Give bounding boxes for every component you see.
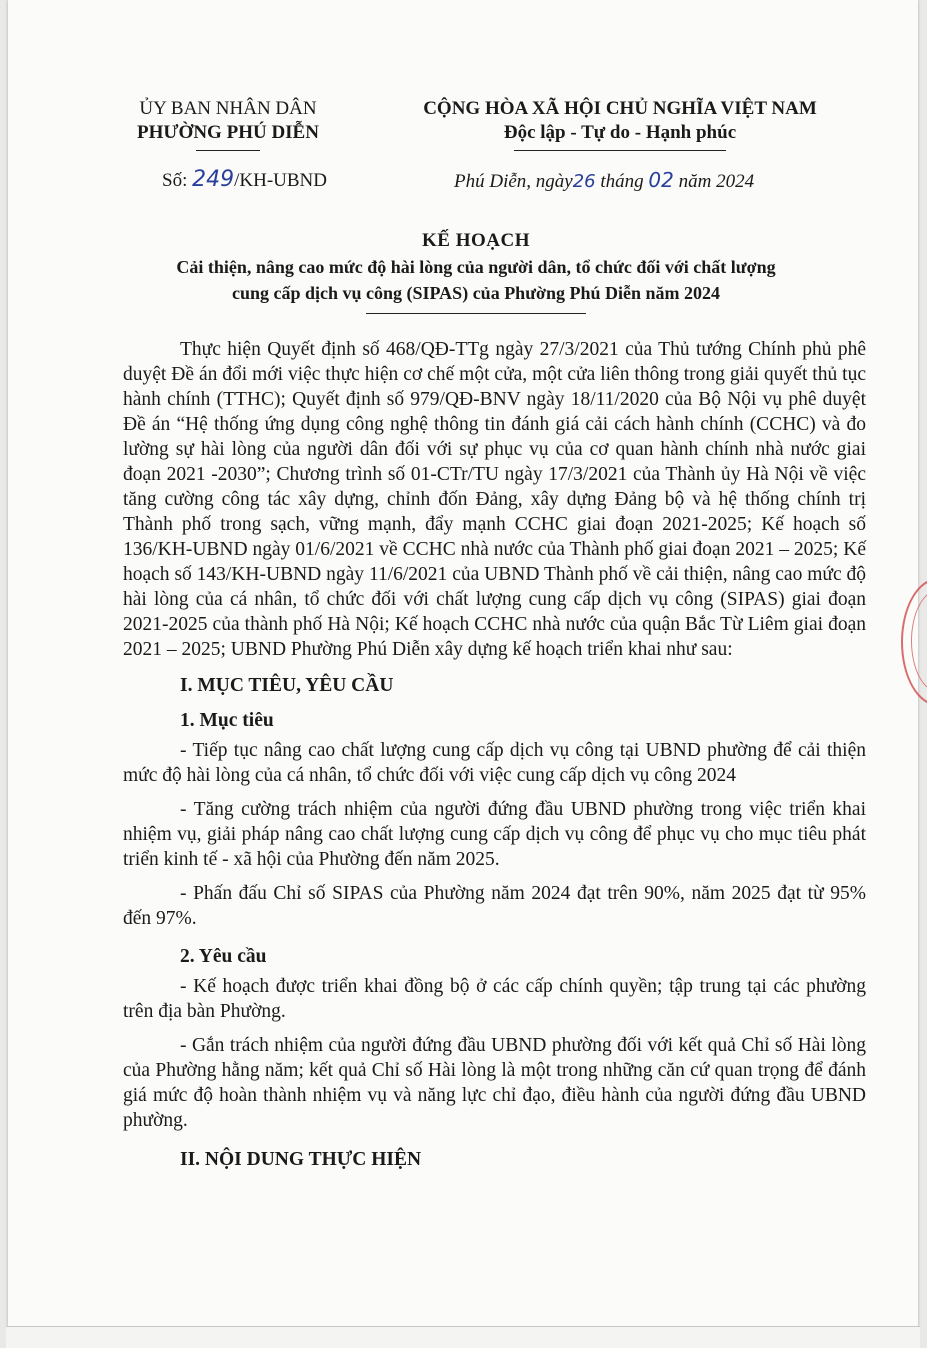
goal-item-3: - Phấn đấu Chỉ số SIPAS của Phường năm 2024 đạt trên 90%, năm 2025 đạt từ 95% đến 97%.: [123, 883, 866, 929]
date-month-label: tháng: [600, 171, 644, 192]
date-prefix: Phú Diễn, ngày: [454, 171, 573, 192]
goal-item-2: - Tăng cường trách nhiệm của người đứng đầu UBND phường trong việc triển khai nhiệm vụ, giải pháp nâng cao chất lượng cung cấp dịch vụ công để phục vụ cho mục tiêu phát triển kinh tế - xã hội của Phường đến năm 2025.: [123, 799, 866, 870]
number-prefix: Số:: [162, 170, 188, 191]
document-number: [162, 168, 327, 193]
document-body: [123, 337, 866, 1178]
agency-name-line2: PHƯỜNG PHÚ DIỄN: [137, 122, 319, 143]
document-date: [454, 168, 754, 194]
title-underline: [366, 313, 586, 314]
title-line3: cung cấp dịch vụ công (SIPAS) của Phường Phú Diễn năm 2024: [231, 283, 720, 303]
red-seal-stamp: [901, 578, 927, 706]
document-page: [8, 0, 918, 1330]
document-title: [78, 228, 874, 306]
date-day-handwritten: 26: [572, 171, 596, 192]
national-title: CỘNG HÒA XÃ HỘI CHỦ NGHĨA VIỆT NAM: [423, 98, 817, 119]
next-page-edge: [6, 1326, 920, 1348]
section1-sub1-heading: 1. Mục tiêu: [180, 710, 274, 731]
goal-item-1: - Tiếp tục nâng cao chất lượng cung cấp dịch vụ công tại UBND phường để cải thiện mức độ hài lòng của cá nhân, tổ chức đối với việc cung cấp dịch vụ công 2024: [123, 740, 866, 786]
title-line2: Cải thiện, nâng cao mức độ hài lòng của người dân, tổ chức đối với chất lượng: [176, 257, 776, 277]
date-month-handwritten: 02: [648, 168, 674, 192]
intro-paragraph: Thực hiện Quyết định số 468/QĐ-TTg ngày 27/3/2021 của Thủ tướng Chính phủ phê duyệt Đề án đổi mới việc thực hiện cơ chế một cửa, một cửa liên thông trong giải quyết thủ tục hành chính (TTHC); Quyết định số 979/QĐ-BNV ngày 18/11/2020 của Bộ Nội vụ phê duyệt Đề án “Hệ thống ứng dụng công nghệ thông tin đánh giá cải cách hành chính (CCHC) và đo lường sự hài lòng của người dân đối với sự phục vụ của cơ quan hành chính nhà nước giai đoạn 2021 -2030”; Chương trình số 01-CTr/TU ngày 17/3/2021 của Thành ủy Hà Nội về việc tăng cường công tác xây dựng, chỉnh đốn Đảng, xây dựng Đảng bộ và hệ thống chính trị Thành phố trong sạch, vững mạnh, đẩy mạnh CCHC giai đoạn 2021-2025; Kế hoạch số 136/KH-UBND ngày 01/6/2021 về CCHC nhà nước của Thành phố giai đoạn 2021 – 2025; Kế hoạch số 143/KH-UBND ngày 11/6/2021 của UBND Thành phố về cải thiện, nâng cao mức độ hài lòng của cá nhân, tổ chức đối với chất lượng cung cấp dịch vụ công (SIPAS) giai đoạn 2021-2025 của thành phố Hà Nội; Kế hoạch CCHC nhà nước của quận Bắc Từ Liêm giai đoạn 2021 – 2025; UBND Phường Phú Diễn xây dựng kế hoạch triển khai như sau:: [123, 339, 866, 660]
national-motto: Độc lập - Tự do - Hạnh phúc: [503, 122, 737, 143]
section1-sub2-heading: 2. Yêu cầu: [180, 946, 267, 967]
number-handwritten: 249: [192, 167, 235, 192]
title-line1: KẾ HOẠCH: [422, 230, 530, 251]
date-year: năm 2024: [678, 171, 755, 192]
agency-name-line1: ỦY BAN NHÂN DÂN: [139, 98, 317, 119]
requirement-item-1: - Kế hoạch được triển khai đồng bộ ở các cấp chính quyền; tập trung tại các phường trên địa bàn Phường.: [123, 976, 866, 1022]
section2-heading: II. NỘI DUNG THỰC HIỆN: [180, 1149, 422, 1170]
section1-heading: I. MỤC TIÊU, YÊU CẦU: [180, 675, 394, 696]
number-suffix: /KH-UBND: [234, 170, 327, 191]
motto-underline: [514, 150, 726, 151]
requirement-item-2: - Gắn trách nhiệm của người đứng đầu UBND phường đối với kết quả Chỉ số Hài lòng của Phường hằng năm; kết quả Chỉ số Hài lòng là một trong những căn cứ quan trọng để đánh giá mức độ hoàn thành nhiệm vụ và năng lực chỉ đạo, điều hành của người đứng đầu UBND phường.: [123, 1035, 866, 1131]
agency-underline: [196, 150, 260, 151]
